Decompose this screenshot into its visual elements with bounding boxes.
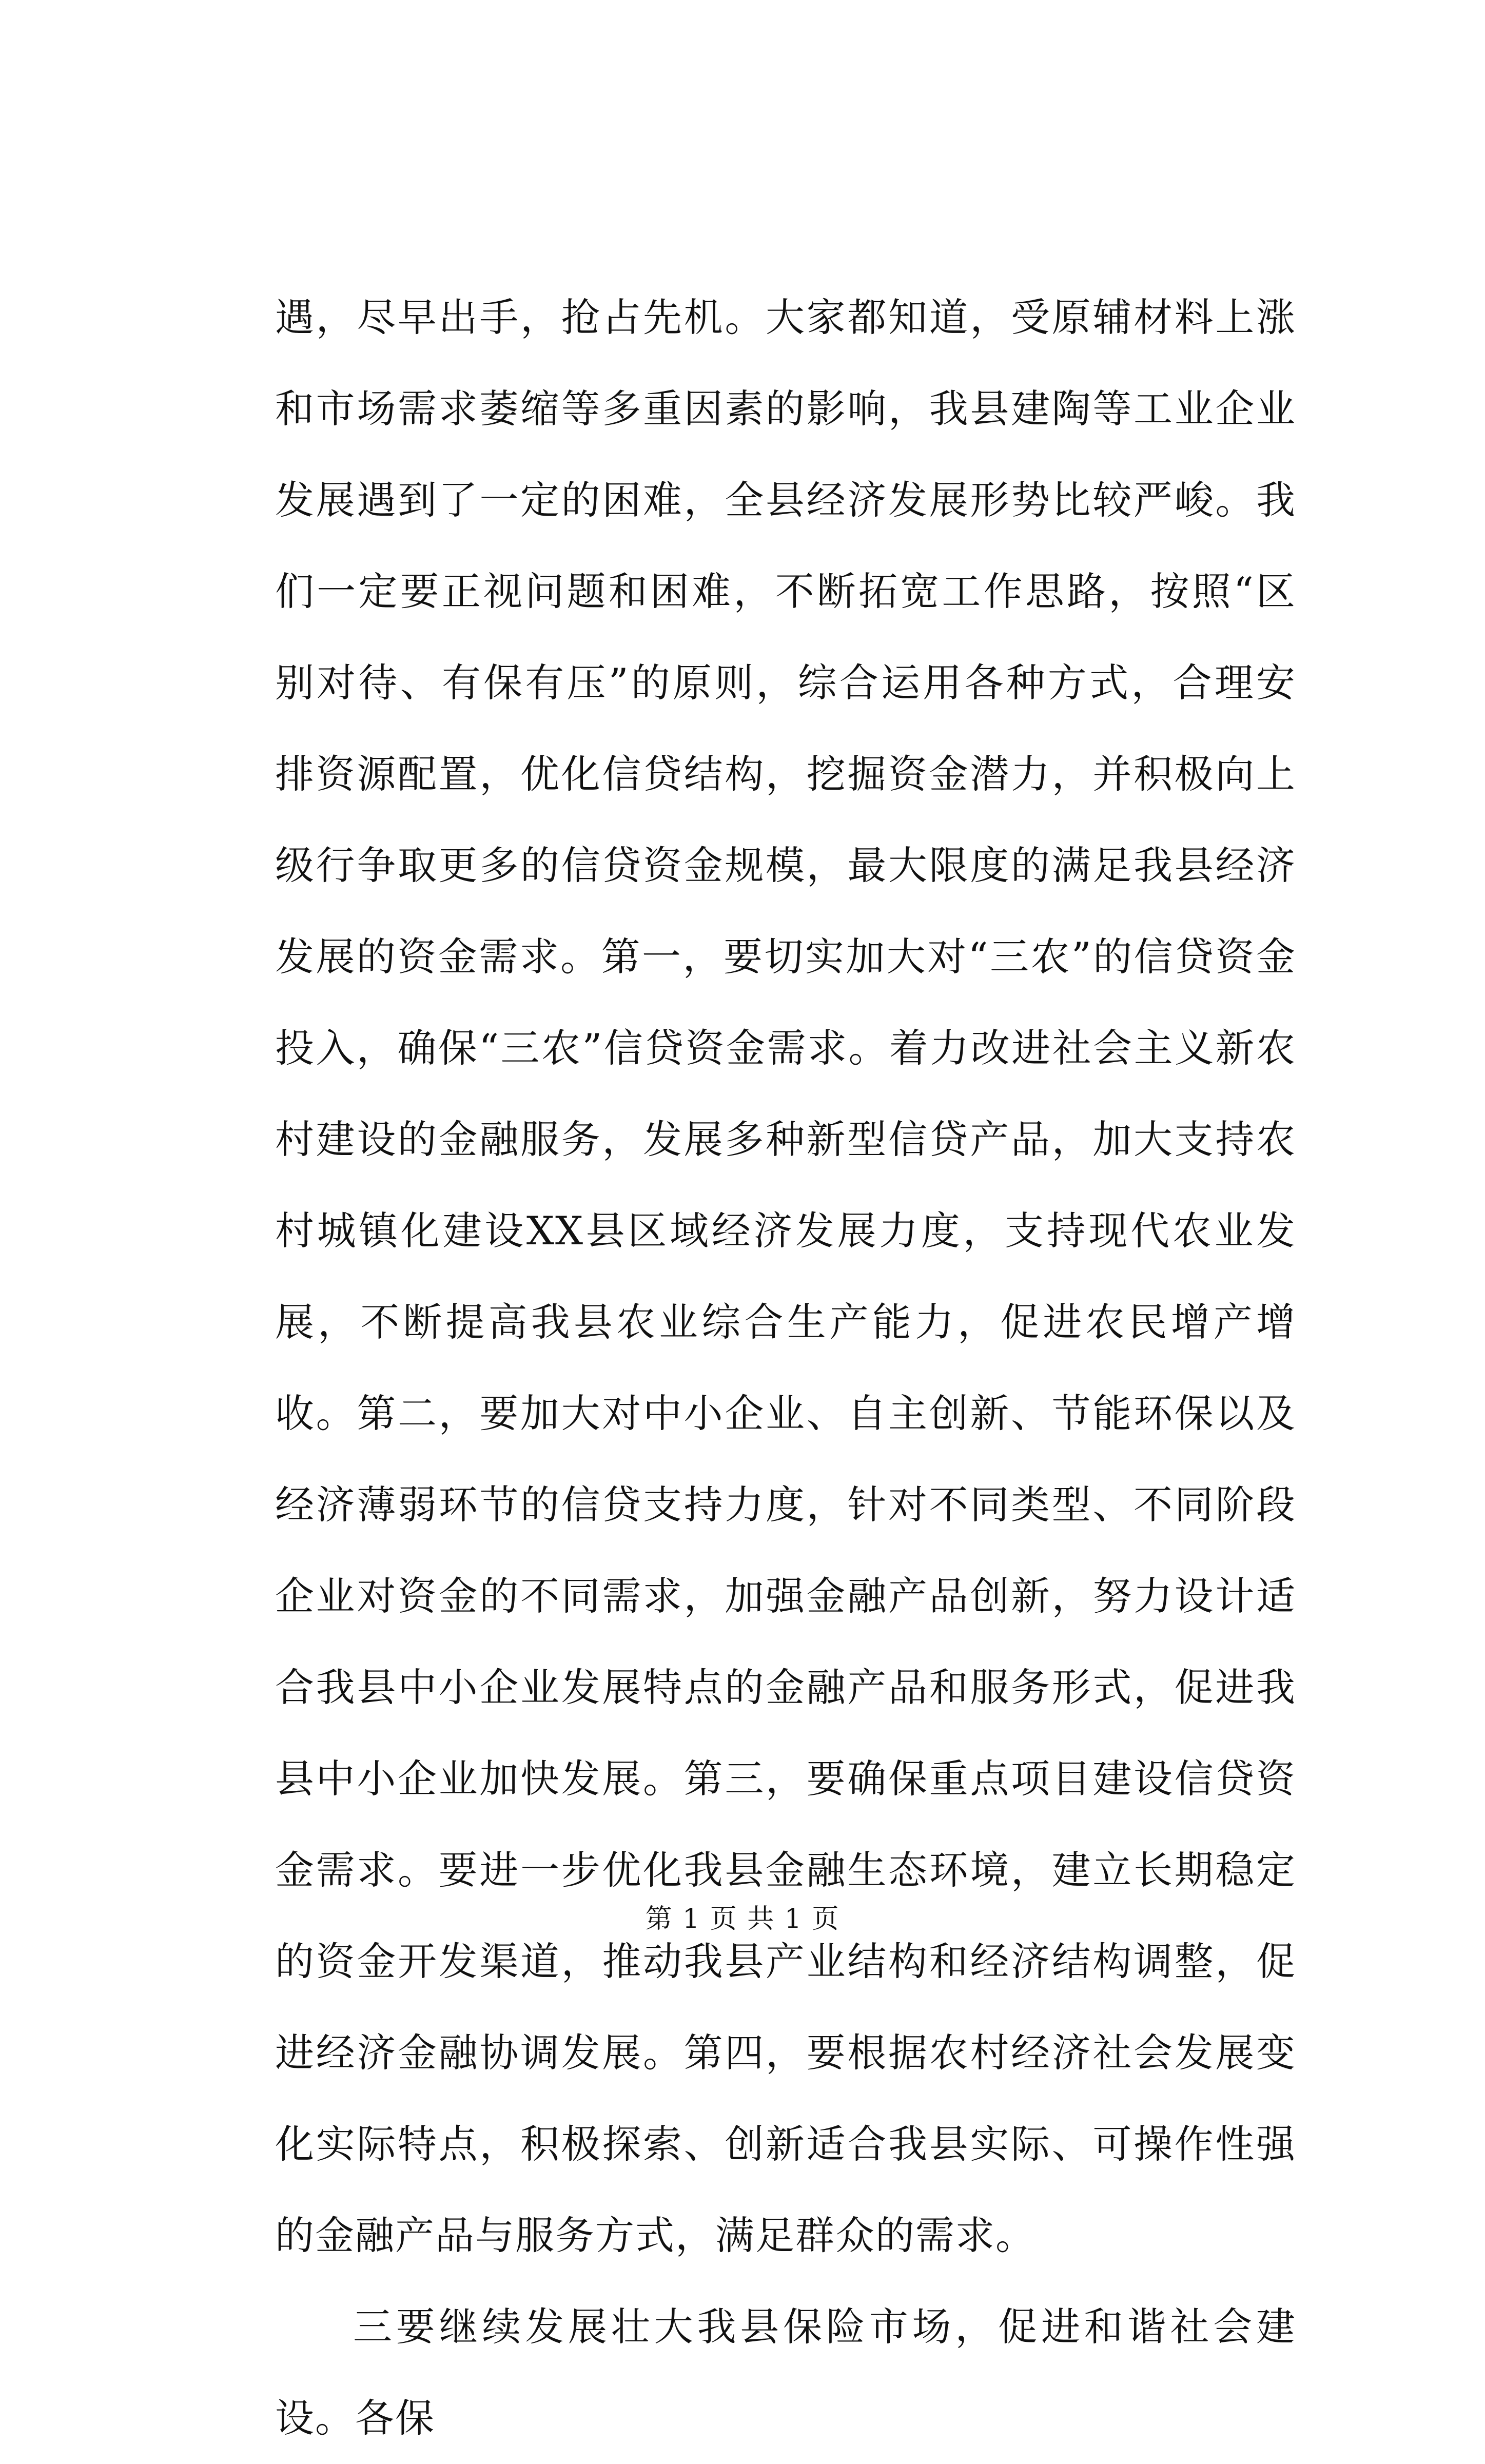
document-body xyxy=(275,272,1296,2464)
body-paragraph-1: 遇，尽早出手，抢占先机。大家都知道，受原辅材料上涨和市场需求萎缩等多重因素的影响，我县建陶等工业企业发展遇到了一定的困难，全县经济发展形势比较严峻。我们一定要正视问题和困难，不断拓宽工作思路，按照“区别对待、有保有压”的原则，综合运用各种方式，合理安排资源配置，优化信贷结构，挖掘资金潜力，并积极向上级行争取更多的信贷资金规模，最大限度的满足我县经济发展的资金需求。第一，要切实加大对“三农”的信贷资金投入，确保“三农”信贷资金需求。着力改进社会主义新农村建设的金融服务，发展多种新型信贷产品，加大支持农村城镇化建设XX县区域经济发展力度，支持现代农业发展，不断提高我县农业综合生产能力，促进农民增产增收。第二，要加大对中小企业、自主创新、节能环保以及经济薄弱环节的信贷支持力度，针对不同类型、不同阶段企业对资金的不同需求，加强金融产品创新，努力设计适合我县中小企业发展特点的金融产品和服务形式，促进我县中小企业加快发展。第三，要确保重点项目建设信贷资金需求。要进一步优化我县金融生态环境，建立长期稳定的资金开发渠道，推动我县产业结构和经济结构调整，促进经济金融协调发展。第四，要根据农村经济社会发展变化实际特点，积极探索、创新适合我县实际、可操作性强的金融产品与服务方式，满足群众的需求。 xyxy=(275,295,1296,2258)
body-paragraph-2: 三要继续发展壮大我县保险市场，促进和谐社会建设。各保 xyxy=(275,2304,1296,2441)
page-number-footer: 第 1 页 共 1 页 xyxy=(645,1904,840,1934)
